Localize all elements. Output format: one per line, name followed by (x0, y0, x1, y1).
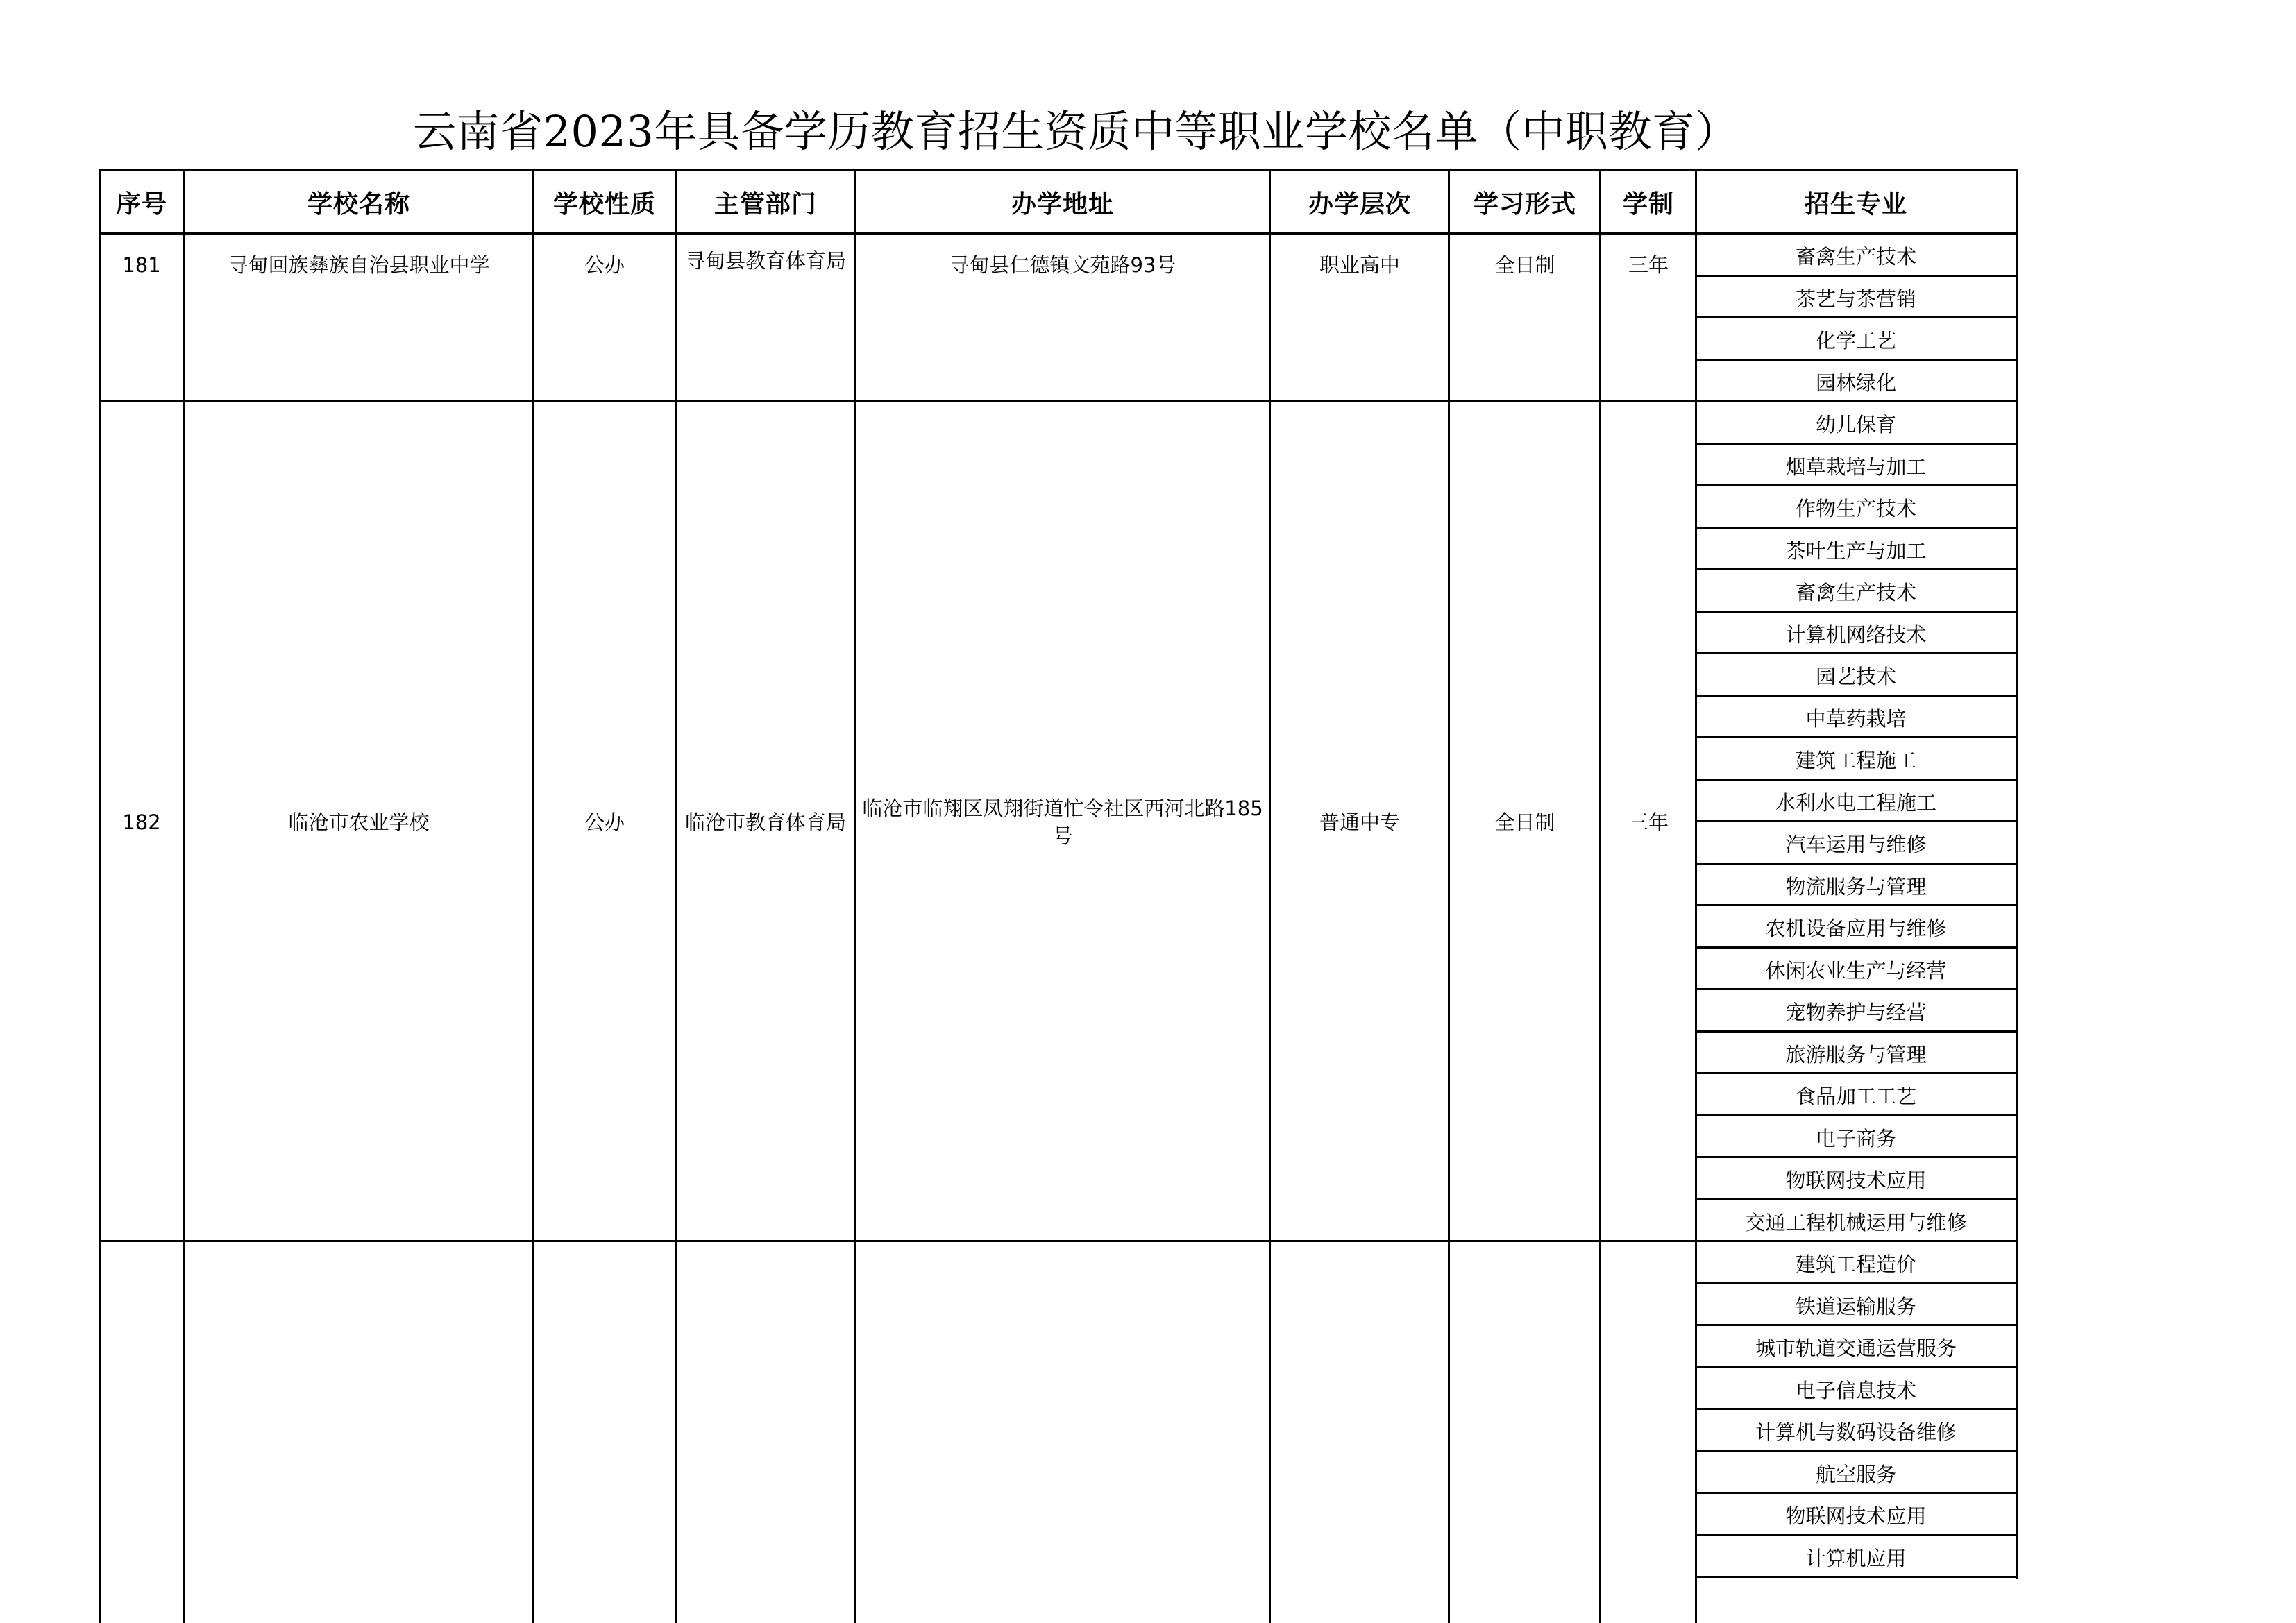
col-border-5 (1269, 169, 1271, 1623)
major-item: 茶艺与茶营销 (1795, 287, 1916, 311)
major-item: 计算机网络技术 (1785, 622, 1927, 647)
school-182-study-form: 全日制 (1494, 810, 1555, 834)
col-border-2 (532, 169, 534, 1623)
major-item: 物联网技术应用 (1785, 1504, 1927, 1528)
major-item: 物联网技术应用 (1785, 1168, 1927, 1192)
major-item: 农机设备应用与维修 (1765, 916, 1947, 940)
major-item: 畜禽生产技术 (1795, 244, 1916, 269)
col-border-7 (1599, 169, 1601, 1623)
major-item: 计算机与数码设备维修 (1755, 1420, 1957, 1444)
school-181-study-form: 全日制 (1494, 253, 1555, 277)
school-181-duration: 三年 (1628, 253, 1669, 277)
major-item: 作物生产技术 (1795, 496, 1916, 520)
major-item: 建筑工程造价 (1795, 1252, 1916, 1276)
col-border-6 (1448, 169, 1450, 1623)
major-item: 园艺技术 (1815, 664, 1896, 688)
major-item: 电子商务 (1815, 1126, 1896, 1150)
header-bottom-border (99, 232, 2018, 235)
col-border-1 (183, 169, 185, 1623)
col-border-4 (854, 169, 856, 1623)
school-182-type: 公办 (584, 810, 625, 834)
major-item: 航空服务 (1815, 1462, 1896, 1486)
row-181-bottom-border (99, 400, 1696, 402)
major-item: 畜禽生产技术 (1795, 580, 1916, 604)
major-item: 旅游服务与管理 (1785, 1042, 1927, 1067)
major-item: 电子信息技术 (1795, 1378, 1916, 1402)
major-item: 建筑工程施工 (1795, 748, 1916, 772)
major-item: 物流服务与管理 (1785, 874, 1927, 899)
major-item: 食品加工工艺 (1795, 1084, 1916, 1108)
col-border-0 (99, 169, 101, 1623)
header-address: 办学地址 (1011, 189, 1114, 219)
major-item: 交通工程机械运用与维修 (1745, 1210, 1967, 1234)
school-181-type: 公办 (584, 253, 625, 277)
school-182-level: 普通中专 (1319, 810, 1400, 834)
table-top-border (99, 169, 2018, 171)
major-item: 计算机应用 (1805, 1546, 1907, 1570)
major-item: 园林绿化 (1815, 371, 1896, 395)
school-182-address: 临沧市临翔区凤翔街道忙令社区西河北路185号 (862, 797, 1263, 848)
school-181-department: 寻甸县教育体育局 (684, 249, 846, 273)
school-181-name: 寻甸回族彝族自治县职业中学 (228, 253, 490, 277)
row-182-bottom-border (99, 1240, 1696, 1242)
major-item: 宠物养护与经营 (1785, 1000, 1927, 1024)
school-182-duration: 三年 (1628, 810, 1669, 834)
major-item: 城市轨道交通运营服务 (1755, 1336, 1957, 1360)
school-181-address: 寻甸县仁德镇文苑路93号 (949, 253, 1176, 277)
major-item: 铁道运输服务 (1795, 1294, 1916, 1318)
header-department: 主管部门 (714, 189, 817, 219)
major-item: 茶叶生产与加工 (1785, 538, 1927, 563)
school-181-level: 职业高中 (1319, 253, 1400, 277)
major-item: 幼儿保育 (1815, 412, 1896, 436)
header-school-type: 学校性质 (552, 189, 656, 219)
major-item: 休闲农业生产与经营 (1765, 958, 1947, 983)
school-182-name: 临沧市农业学校 (288, 810, 430, 834)
school-table (99, 169, 2016, 1623)
header-school-name: 学校名称 (307, 189, 410, 219)
major-item: 汽车运用与维修 (1785, 832, 1927, 856)
header-no: 序号 (115, 189, 167, 219)
header-duration: 学制 (1622, 189, 1674, 219)
document-title: 云南省2023年具备学历教育招生资质中等职业学校名单（中职教育） (413, 106, 1739, 157)
col-border-8 (1695, 169, 1697, 1623)
col-border-3 (675, 169, 677, 1623)
school-182-no: 182 (122, 810, 161, 834)
major-item: 中草药栽培 (1805, 706, 1907, 731)
col-border-9 (2016, 169, 2018, 1579)
school-181-no: 181 (122, 253, 161, 277)
major-row-border (1695, 1576, 2018, 1578)
header-majors: 招生专业 (1804, 189, 1907, 219)
major-item: 化学工艺 (1815, 328, 1896, 352)
header-study-form: 学习形式 (1473, 189, 1576, 219)
major-item: 水利水电工程施工 (1775, 790, 1936, 815)
major-item: 烟草栽培与加工 (1785, 454, 1927, 479)
header-level: 办学层次 (1308, 189, 1411, 219)
school-182-department: 临沧市教育体育局 (684, 810, 846, 834)
